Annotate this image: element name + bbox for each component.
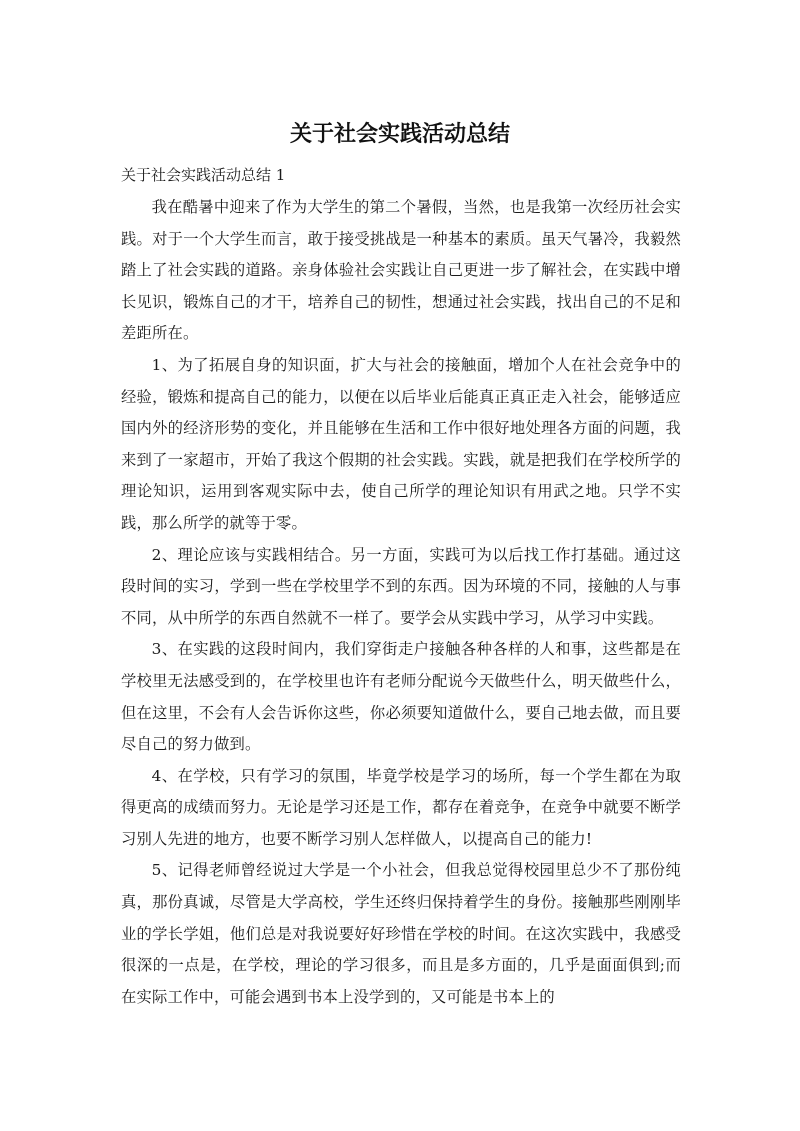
- paragraph-point-2: 2、理论应该与实践相结合。另一方面，实践可为以后找工作打基础。通过这段时间的实习，学到一些在学校里学不到的东西。因为环境的不同，接触的人与事不同，从中所学的东西自然就不一样了。要学会从实践中学习，从学习中实践。: [121, 545, 681, 627]
- paragraph-point-3: 3、在实践的这段时间内，我们穿街走户接触各种各样的人和事，这些都是在学校里无法感受到的，在学校里也许有老师分配说今天做些什么，明天做些什么，但在这里，不会有人会告诉你这些，你必须要知道做什么，要自己地去做，而且要尽自己的努力做到。: [121, 640, 681, 754]
- document-body: [121, 192, 681, 1013]
- paragraph-intro: 我在酷暑中迎来了作为大学生的第二个暑假，当然，也是我第一次经历社会实践。对于一个大学生而言，敢于接受挑战是一种基本的素质。虽天气暑冷，我毅然踏上了社会实践的道路。亲身体验社会实践让自己更进一步了解社会，在实践中增长见识，锻炼自己的才干，培养自己的韧性，想通过社会实践，找出自己的不足和差距所在。: [121, 198, 681, 343]
- paragraph-point-4: 4、在学校，只有学习的氛围，毕竟学校是学习的场所，每一个学生都在为取得更高的成绩而努力。无论是学习还是工作，都存在着竞争，在竞争中就要不断学习别人先进的地方，也要不断学习别人怎样做人，以提高自己的能力!: [121, 766, 681, 848]
- document-subtitle: 关于社会实践活动总结 1: [121, 166, 286, 184]
- paragraph-point-5: 5、记得老师曾经说过大学是一个小社会，但我总觉得校园里总少不了那份纯真，那份真诚，尽管是大学高校，学生还终归保持着学生的身份。接触那些刚刚毕业的学长学姐，他们总是对我说要好好珍惜在学校的时间。在这次实践中，我感受很深的一点是，在学校，理论的学习很多，而且是多方面的，几乎是面面俱到;而在实际工作中，可能会遇到书本上没学到的，又可能是书本上的: [121, 861, 681, 1006]
- paragraph-point-1: 1、为了拓展自身的知识面，扩大与社会的接触面，增加个人在社会竞争中的经验，锻炼和提高自己的能力，以便在以后毕业后能真正真正走入社会，能够适应国内外的经济形势的变化，并且能够在生活和工作中很好地处理各方面的问题，我来到了一家超市，开始了我这个假期的社会实践。实践，就是把我们在学校所学的理论知识，运用到客观实际中去，使自己所学的理论知识有用武之地。只学不实践，那么所学的就等于零。: [121, 355, 681, 532]
- document-title: 关于社会实践活动总结: [289, 122, 510, 147]
